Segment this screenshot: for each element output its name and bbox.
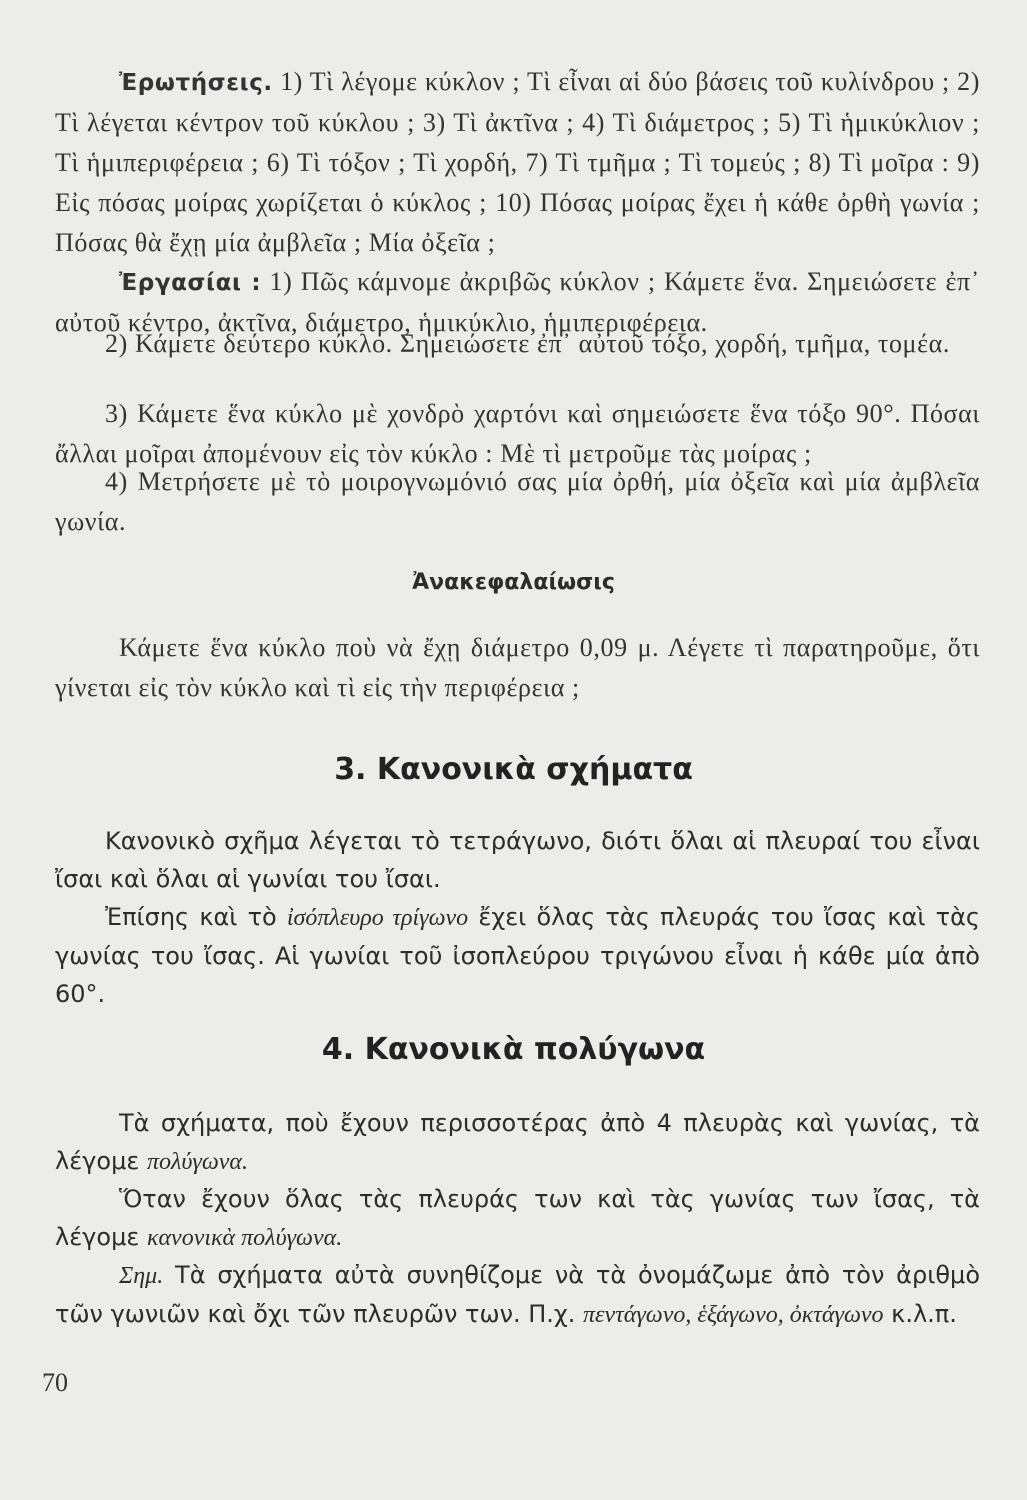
section-4-p2-italic: κανονικὰ πολύγωνα.: [146, 1225, 343, 1251]
section-4-heading: 4. Κανονικὰ πολύγωνα: [321, 1032, 706, 1067]
note-text-a: Τὰ σχήματα αὐτὰ συνηθίζομε νὰ τὰ ὀνομάζωμε ἀπὸ τὸν ἀριθμὸ τῶν γωνιῶν καὶ ὄχι τῶν πλευρῶν των. Π.χ.: [55, 1261, 980, 1328]
section-4-paragraph-1: [55, 1104, 980, 1181]
section-3-heading: 3. Κανονικὰ σχήματα: [334, 752, 693, 787]
tasks-label: Ἐργασίαι :: [119, 270, 262, 296]
task-1-text: 1) Πῶς κάμνομε ἀκριβῶς κύκλον ; Κάμετε ἕνα. Σημειώσετε ἐπ᾽ αὐτοῦ κέντρο, ἀκτῖνα, διάμετρο, ἡμικύκλιο, ἡμιπεριφέρεια.: [55, 267, 980, 337]
section-3-p2-text-b: ἔχει ὅλας τὰς πλευράς του ἴσας καὶ τὰς γωνίας του ἴσας. Αἱ γωνίαι τοῦ ἰσοπλεύρου τριγώνου εἶναι ἡ κάθε μία ἀπὸ 60°.: [55, 903, 981, 1008]
note-label: Σημ.: [119, 1263, 164, 1289]
section-3-paragraph-1: [55, 822, 980, 898]
section-4-p1-text: Τὰ σχήματα, ποὺ ἔχουν περισσοτέρας ἀπὸ 4 πλευρὰς καὶ γωνίας, τὰ λέγομε: [55, 1109, 980, 1175]
questions-label: Ἐρωτήσεις.: [119, 70, 273, 96]
section-4-paragraph-2: [55, 1180, 980, 1257]
section-4-p1-italic: πολύγωνα.: [146, 1149, 249, 1175]
section-3-paragraph-2: [55, 898, 980, 1013]
section-4-p2-text: Ὅταν ἔχουν ὅλας τὰς πλευράς των καὶ τὰς γωνίας των ἴσας, τὰ λέγομε: [55, 1185, 980, 1251]
questions-text: 1) Τὶ λέγομε κύκλον ; Τὶ εἶναι αἱ δύο βάσεις τοῦ κυλίνδρου ; 2) Τὶ λέγεται κέντρον τοῦ κύκλου ; 3) Τὶ ἀκτῖνα ; 4) Τὶ διάμετρος ; 5) Τὶ ἡμικύκλιον ; Τὶ ἡμιπεριφέρεια ; 6) Τὶ τόξον ; Τὶ χορδή, 7) Τὶ τμῆμα ; Τὶ τομεύς ; 8) Τὶ μοῖρα : 9) Εἰς πόσας μοίρας χωρίζεται ὁ κύκλος ; 10) Πόσας μοίρας ἔχει ἡ κάθε ὀρθὴ γωνία ; Πόσας θὰ ἔχῃ μία ἀμβλεῖα ; Μία ὀξεῖα ;: [55, 67, 980, 257]
task-4: [55, 462, 980, 542]
task-3-text: 3) Κάμετε ἕνα κύκλο μὲ χονδρὸ χαρτόνι καὶ σημειώσετε ἕνα τόξο 90°. Πόσαι ἄλλαι μοῖραι ἀπομένουν εἰς τὸν κύκλο : Μὲ τὶ μετροῦμε τὰς μοίρας ;: [55, 399, 980, 468]
section-4-note: [55, 1256, 980, 1334]
recap-title: Ἀνακεφαλαίωσις: [412, 570, 615, 595]
task-2: [55, 324, 980, 364]
task-4-text: 4) Μετρήσετε μὲ τὸ μοιρογνωμόνιό σας μία ὀρθή, μία ὀξεῖα καὶ μία ἀμβλεῖα γωνία.: [55, 467, 980, 536]
page-number: 70: [42, 1368, 68, 1397]
questions-paragraph: [55, 62, 980, 263]
recap-text: [55, 628, 980, 708]
task-2-text: 2) Κάμετε δεύτερο κύκλο. Σημειώσετε ἐπ᾽ αὐτοῦ τόξο, χορδή, τμῆμα, τομέα.: [105, 329, 950, 358]
recap-text-content: Κάμετε ἕνα κύκλο ποὺ νὰ ἔχῃ διάμετρο 0,09 μ. Λέγετε τὶ παρατηροῦμε, ὅτι γίνεται εἰς τὸν κύκλο καὶ τὶ εἰς τὴν περιφέρεια ;: [55, 633, 980, 702]
note-text-b: κ.λ.π.: [883, 1300, 957, 1328]
section-3-p1-text: Κανονικὸ σχῆμα λέγεται τὸ τετράγωνο, διότι ὅλαι αἱ πλευραί του εἶναι ἴσαι καὶ ὅλαι αἱ γωνίαι του ἴσαι.: [55, 827, 980, 893]
note-examples: πεντάγωνο, ἑξάγωνο, ὀκτάγωνο: [583, 1302, 884, 1328]
section-3-p2-italic: ἰσόπλευρο τρίγωνο: [286, 905, 469, 931]
section-3-p2-text-a: Ἐπίσης καὶ τὸ: [105, 903, 287, 931]
